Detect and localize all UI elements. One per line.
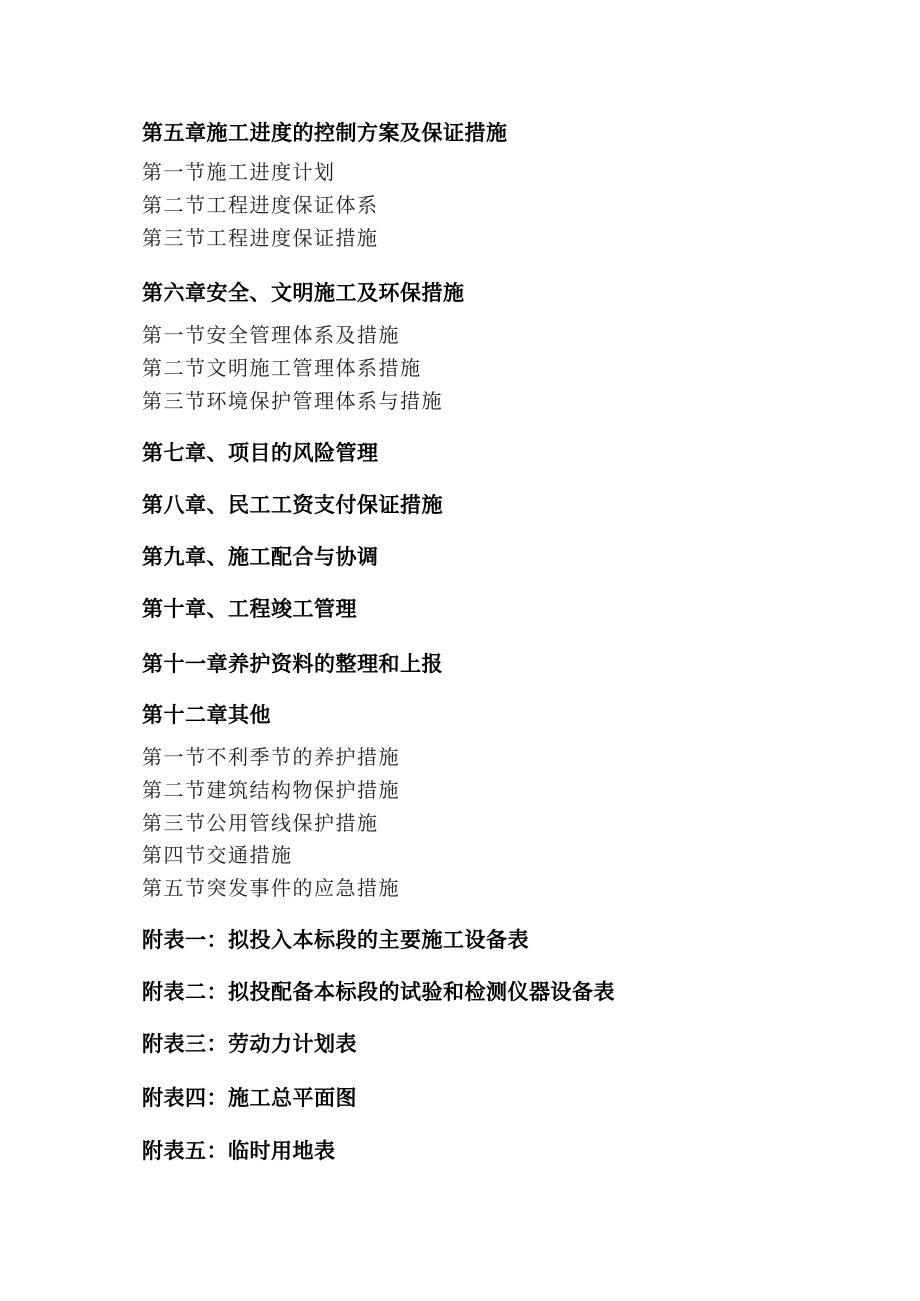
- toc-appendix-5: 附表五：临时用地表: [142, 1138, 336, 1163]
- toc-section-5-2: 第二节工程进度保证体系: [142, 193, 379, 217]
- toc-section-12-1: 第一节不利季节的养护措施: [142, 745, 400, 769]
- toc-chapter-11: 第十一章养护资料的整理和上报: [142, 651, 443, 676]
- toc-section-5-1: 第一节施工进度计划: [142, 160, 336, 184]
- toc-appendix-3: 附表三：劳动力计划表: [142, 1031, 357, 1056]
- toc-chapter-12: 第十二章其他: [142, 702, 271, 727]
- toc-chapter-8: 第八章、民工工资支付保证措施: [142, 492, 443, 517]
- toc-section-5-3: 第三节工程进度保证措施: [142, 226, 379, 250]
- toc-appendix-2: 附表二：拟投配备本标段的试验和检测仪器设备表: [142, 979, 615, 1004]
- toc-section-6-3: 第三节环境保护管理体系与措施: [142, 389, 443, 413]
- toc-chapter-6: 第六章安全、文明施工及环保措施: [142, 280, 465, 305]
- toc-chapter-9: 第九章、施工配合与协调: [142, 544, 379, 569]
- toc-section-6-1: 第一节安全管理体系及措施: [142, 323, 400, 347]
- toc-chapter-5: 第五章施工进度的控制方案及保证措施: [142, 120, 508, 145]
- toc-section-12-2: 第二节建筑结构物保护措施: [142, 778, 400, 802]
- toc-chapter-7: 第七章、项目的风险管理: [142, 440, 379, 465]
- toc-section-12-5: 第五节突发事件的应急措施: [142, 876, 400, 900]
- toc-appendix-1: 附表一：拟投入本标段的主要施工设备表: [142, 927, 529, 952]
- toc-section-12-3: 第三节公用管线保护措施: [142, 811, 379, 835]
- toc-appendix-4: 附表四：施工总平面图: [142, 1085, 357, 1110]
- toc-section-12-4: 第四节交通措施: [142, 843, 293, 867]
- toc-section-6-2: 第二节文明施工管理体系措施: [142, 356, 422, 380]
- toc-chapter-10: 第十章、工程竣工管理: [142, 596, 357, 621]
